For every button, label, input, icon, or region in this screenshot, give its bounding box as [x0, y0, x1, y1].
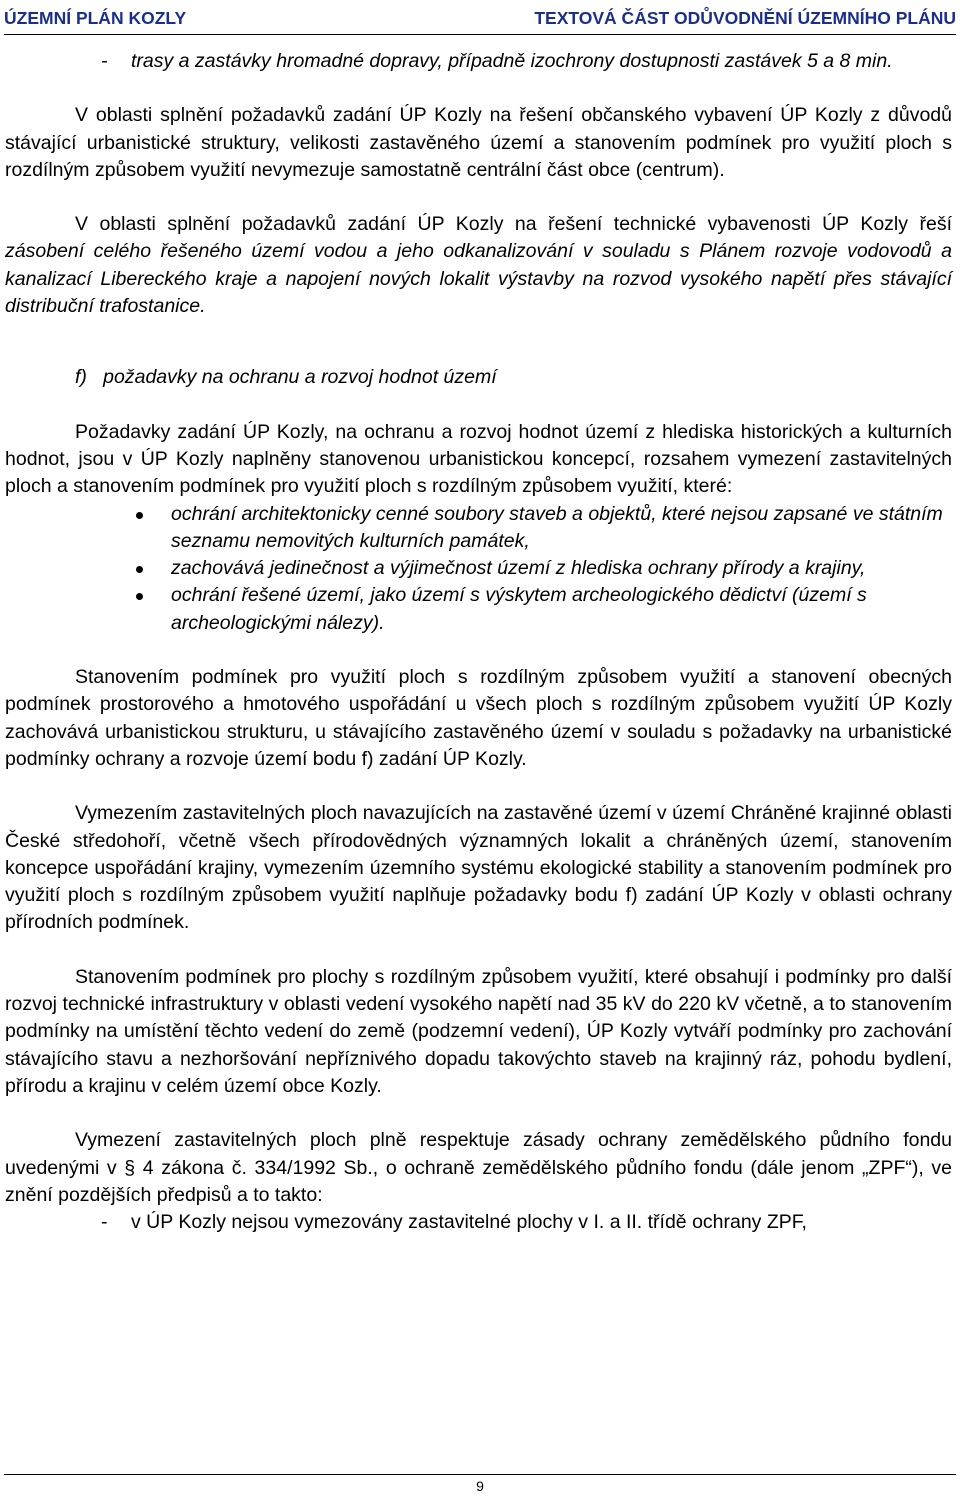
bullet-list — [5, 501, 952, 637]
paragraph-nature-protection: Vymezením zastavitelných ploch navazujících na zastavěné území v území Chráněné krajinné oblasti České středohoří, včetně všech přírodovědných významných lokalit a chráněných území, stanovením koncepce uspořádání krajiny, vymezením územního systému ekologické stability a stanovením podmínek pro využití ploch s rozdílným způsobem využití naplňuje požadavky bodu f) zadání ÚP Kozly v oblasti ochrany přírodních podmínek. — [5, 802, 952, 934]
bullet-icon — [136, 512, 143, 519]
dash-text: trasy a zastávky hromadné dopravy, případně izochrony dostupnosti zastávek 5 a 8 min. — [131, 50, 893, 72]
document-title: ÚZEMNÍ PLÁN KOZLY — [4, 8, 187, 28]
dash-list-item — [5, 48, 952, 75]
paragraph-urban-structure: Stanovením podmínek pro využití ploch s rozdílným způsobem využití a stanovení obecných podmínek prostorového a hmotového uspořádání u všech ploch s rozdílným způsobem využití ÚP Kozly zachovává urbanistickou strukturu, u stávajícího zastavěného území v souladu s požadavky na urbanistické podmínky ochrany a rozvoje území bodu f) zadání ÚP Kozly. — [5, 666, 952, 770]
dash-list-item — [5, 1209, 952, 1236]
footer-rule — [4, 1474, 956, 1475]
paragraph-italic-part: zásobení celého řešeného území vodou a jeho odkanalizování v souladu s Plánem rozvoje vodovodů a kanalizací Libereckého kraje a napojení nových lokalit výstavby na rozvod vysokého napětí přes stávající distribuční trafostanice. — [5, 240, 952, 318]
paragraph-high-voltage: Stanovením podmínek pro plochy s rozdílným způsobem využití, které obsahují i podmínky pro další rozvoj technické infrastruktury v oblasti vedení vysokého napětí nad 35 kV do 220 kV včetně, a to stanovením podmínky na umístění těchto vedení do země (podzemní vedení), ÚP Kozly vytváří podmínky pro zachování stávajícího stavu a nezhoršování nepříznivého dopadu takovýchto staveb na krajinný ráz, pohodu bydlení, přírodu a krajinu v celém území obce Kozly. — [5, 965, 952, 1097]
page-header — [4, 0, 956, 35]
bullet-icon — [136, 566, 143, 573]
paragraph-normal-part: V oblasti splnění požadavků zadání ÚP Kozly na řešení technické vybavenosti ÚP Kozly řeší — [75, 213, 952, 236]
paragraph-technical-infrastructure — [5, 211, 952, 320]
dash-mark: - — [101, 50, 108, 72]
paragraph-civic-amenities: V oblasti splnění požadavků zadání ÚP Kozly na řešení občanského vybavení ÚP Kozly z důvodů stávající urbanistické struktury, velikosti zastavěného území a stanovením podmínek pro využití ploch s rozdílným způsobem využití nevymezuje samostatně centrální část obce (centrum). — [5, 104, 952, 181]
page-content — [5, 48, 952, 1236]
list-item: ochrání řešené území, jako území s výskytem archeologického dědictví (území s archeologickými nálezy). — [5, 582, 952, 637]
page-number: 9 — [476, 1478, 484, 1494]
paragraph-values-protection: Požadavky zadání ÚP Kozly, na ochranu a rozvoj hodnot území z hlediska historických a kulturních hodnot, jsou v ÚP Kozly naplněny stanovenou urbanistickou koncepcí, rozsahem vymezení zastavitelných ploch a stanovením podmínek pro využití ploch s rozdílným způsobem využití, které: — [5, 420, 952, 498]
list-item: ochrání architektonicky cenné soubory staveb a objektů, které nejsou zapsané ve státním seznamu nemovitých kulturních památek, — [5, 501, 952, 556]
section-heading: f) požadavky na ochranu a rozvoj hodnot území — [75, 366, 497, 389]
dash-text: v ÚP Kozly nejsou vymezovány zastavitelné plochy v I. a II. třídě ochrany ZPF, — [131, 1211, 807, 1234]
dash-mark: - — [101, 1211, 108, 1234]
paragraph-agricultural-land: Vymezení zastavitelných ploch plně respektuje zásady ochrany zemědělského půdního fondu uvedenými v § 4 zákona č. 334/1992 Sb., o ochraně zemědělského půdního fondu (dále jenom „ZPF“), ve znění pozdějších předpisů a to takto: — [5, 1129, 952, 1206]
list-item: zachovává jedinečnost a výjimečnost území z hlediska ochrany přírody a krajiny, — [5, 555, 952, 582]
bullet-icon — [136, 593, 143, 600]
section-title: TEXTOVÁ ČÁST ODŮVODNĚNÍ ÚZEMNÍHO PLÁNU — [534, 8, 956, 28]
